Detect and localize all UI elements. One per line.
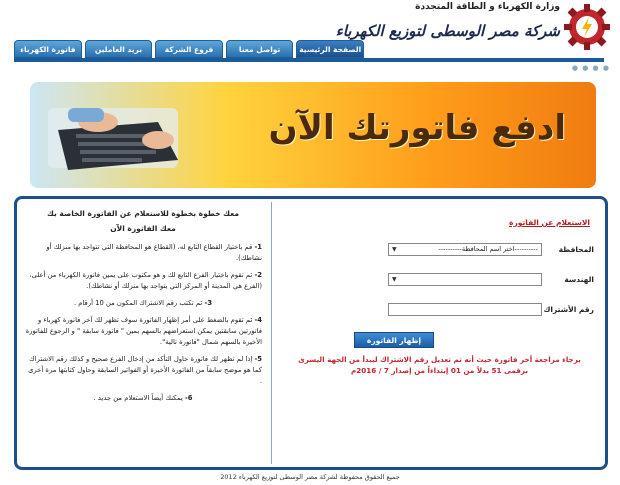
governorate-label: المحافظة (558, 244, 594, 254)
instruction-step (24, 270, 262, 292)
tab-contact-us[interactable]: تواصل معنا (226, 40, 294, 58)
instruction-step (24, 315, 262, 348)
column-divider (271, 202, 272, 464)
banner-headline: ادفع فاتورتك الآن (268, 108, 566, 148)
instructions-panel (20, 202, 270, 464)
step-text: إذا لم تظهر لك فاتورة حاول التأكد من إدخال الفرع صحيح و كذلك رقم الاشتراك كما هو موضح سابقاً من الفاتورة الأخيرة أو الفواتير السابقة وحاول كتابتها مرة أخرى . (28, 355, 262, 385)
engineering-select[interactable] (388, 273, 542, 286)
instruction-step (24, 298, 262, 309)
instruction-step (24, 354, 262, 387)
instructions-steps (24, 242, 262, 404)
step-number: 2- (254, 271, 262, 279)
step-number: 3- (204, 299, 213, 307)
copyright-footer: جميع الحقوق محفوظة لشركة مصر الوسطى لتوزيع الكهرباء 2012 (220, 473, 400, 481)
tab-company-branches[interactable]: فروع الشركة (155, 40, 223, 58)
step-text: ثم تكتب رقم الاشتراك المكون من 10 أرقام . (73, 299, 203, 307)
tab-electricity-bill[interactable]: فاتورة الكهرباء (14, 40, 82, 58)
instructions-title: معك خطوة بخطوة للاستعلام عن الفاتورة الخاصة بك (47, 209, 239, 218)
step-number: 5- (254, 355, 262, 363)
header-divider (14, 58, 604, 62)
subscription-label: رقم الأشتراك (543, 304, 594, 314)
instructions-subtitle: معك الفاتورة الآن (110, 224, 176, 233)
notice-message (287, 354, 592, 376)
site-header (0, 0, 620, 62)
step-number: 4- (254, 316, 262, 324)
instruction-step (24, 242, 262, 264)
step-text: يمكنك أيضاً الاستعلام من جديد . (93, 394, 183, 402)
step-text: قم باختيار القطاع التابع له، (القطاع هو المحافظة التي تتواجد بها منزلك أو نشاطك). (46, 243, 262, 262)
chevron-down-icon: ▼ (392, 245, 397, 253)
notice-line-1: برجاء مراجعة أخر فاتورة حيث أنه تم تعديل رقم الاشتراك ليبدأ من الجهة اليسرى (298, 355, 581, 364)
step-text: ثم تقوم بالضغط على أمر إظهار الفاتورة سوف تظهر لك آخر فاتورة كهرباء و فاتورتين سابقتين يمكن استعراضهم بالسهم يمين " فاتورة سابقة " و الرجوع للفاتورة الأخيرة بالسهم شمال "فاتورة تالية". (25, 316, 262, 346)
inquiry-title[interactable]: الاستعلام عن الفاتورة (509, 218, 590, 227)
step-number: 1- (254, 243, 262, 251)
pay-bill-banner[interactable] (30, 82, 596, 188)
company-logo-gear-icon[interactable] (564, 4, 610, 50)
notice-line-2: برقمى 51 بدلاً من 01 إبتداءاً من إصدار 7 / 2016م (350, 366, 529, 375)
subscription-row (388, 302, 594, 316)
chevron-down-icon: ▼ (392, 275, 397, 283)
show-bill-button[interactable]: إظهار الفاتورة (354, 332, 434, 348)
tab-employee-mail[interactable]: بريد العاملين (85, 40, 153, 58)
subscription-number-input[interactable] (388, 303, 542, 316)
ministry-name: وزارة الكهرباء و الطاقة المتجددة (415, 2, 560, 12)
carousel-dots[interactable]: ● ● ● ● (571, 64, 610, 72)
governorate-select[interactable] (388, 243, 542, 256)
main-nav-tabs (14, 40, 364, 58)
engineering-label: الهندسة (564, 274, 594, 284)
tab-home[interactable]: الصفحة الرئيسية (296, 40, 364, 58)
laptop-hands-illustration (38, 100, 188, 176)
engineering-row (388, 272, 594, 286)
content-panel (14, 196, 608, 470)
instruction-step (24, 393, 262, 404)
step-text: ثم تقوم باختيار الفرع التابع لك و هو مكتوب على يمين فاتورة الكهرباء من أعلى، (الفرع هي المدينة أو المركز التي يتواجد بها منزلك أو نشاطك). (29, 271, 262, 290)
bill-inquiry-form (275, 202, 602, 464)
governorate-selected-value: ----------اختر اسم المحافظة---------- (438, 245, 538, 253)
company-name: شركة مصر الوسطى لتوزيع الكهرباء (335, 22, 560, 40)
governorate-row (388, 242, 594, 256)
step-number: 6- (184, 394, 193, 402)
